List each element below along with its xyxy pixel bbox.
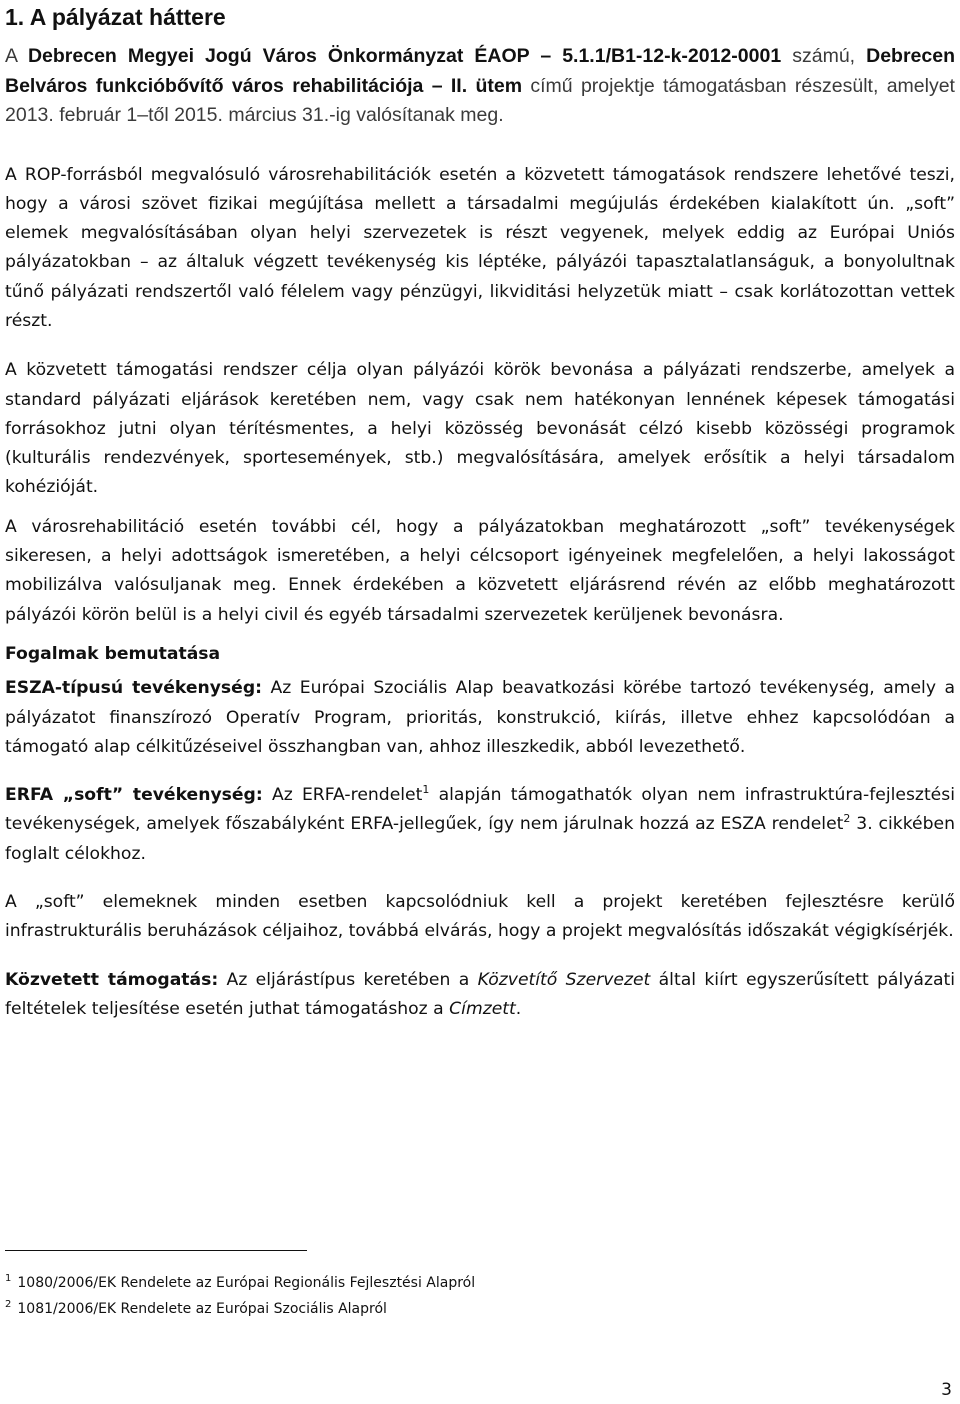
definition-indirect-term: Közvetett támogatás: bbox=[5, 969, 219, 990]
intro-text-c: számú, bbox=[781, 45, 867, 67]
intro-text-a: A bbox=[5, 45, 28, 67]
definition-indirect-i2: Címzett bbox=[449, 998, 516, 1019]
intro-paragraph bbox=[5, 42, 955, 131]
intro-bold-applicant: Debrecen Megyei Jogú Város Önkormányzat ÉAOP – 5.1.1/B1-12-k-2012-0001 bbox=[27, 45, 782, 67]
paragraph-urban-rehab: A városrehabilitáció esetén további cél, hogy a pályázatokban meghatározott „soft” tevékenységek sikeresen, a helyi adottságok ismeretében, a helyi célcsoport igényeinek megfelelően, a helyi lakosságot mobilizálva valósuljanak meg. Ennek érdekében a közvetett eljárásrend révén az előbb meghatározott pályázói körön belül is a helyi civil és egyéb társadalmi szervezetek kerüljenek bevonásra. bbox=[5, 516, 955, 625]
definition-erfa-text2: alapján támogathatók olyan nem infrastruktúra-fejlesztési tevékenységek, amelyek főszabályként ERFA-jellegűek, így nem járulnak hozzá az ESZA rendelet bbox=[5, 785, 955, 835]
definition-erfa-text1: Az ERFA-rendelet bbox=[262, 785, 423, 806]
definition-indirect-t1: Az eljárástípus keretében a bbox=[218, 969, 478, 990]
definition-esza bbox=[5, 674, 955, 762]
intro-bold-project: Debrecen Belváros funkcióbővítő város rehabilitációja – II. ütem bbox=[5, 45, 955, 97]
footnote-1 bbox=[5, 1270, 475, 1296]
footnote-ref-2[interactable]: 2 bbox=[843, 812, 851, 826]
definition-esza-text: Az Európai Szociális Alap beavatkozási körébe tartozó tevékenység, amely a pályázatot finanszírozó Operatív Program, prioritás, konstrukció, kiírás, illetve ehhez kapcsolódóan a támogató alap célkitűzéseivel összhangban van, ahhoz illeszkedik, abból levezethető. bbox=[5, 678, 956, 757]
definition-indirect-t2: által kiírt egyszerűsített pályázati feltételek teljesítése esetén juthat támogatáshoz a bbox=[5, 969, 956, 1019]
footnote-ref-1[interactable]: 1 bbox=[422, 783, 430, 797]
concepts-heading: Fogalmak bemutatása bbox=[5, 643, 221, 664]
paragraph-rop: A ROP-forrásból megvalósuló városrehabilitációk esetén a közvetett támogatások rendszere lehetővé teszi, hogy a városi szövet fizikai megújítása mellett a társadalmi megújulás érdekében kialakított ún. „soft” elemek megvalósításában olyan helyi szervezetek is részt vegyenek, melyek eddig az Európai Uniós pályázatokban – az általuk végzett tevékenység kis léptéke, pályázói tapasztalatlanságuk, a bonyolultnak tűnő pályázati rendszertől való félelem vagy pénzügyi, likviditási helyzetük miatt – csak korlátozottan vettek részt. bbox=[5, 164, 955, 331]
footnote-1-text: 1080/2006/EK Rendelete az Európai Regionális Fejlesztési Alapról bbox=[17, 1275, 476, 1291]
definition-erfa bbox=[5, 781, 955, 869]
definition-indirect-t3: . bbox=[515, 998, 522, 1019]
footnote-2-number: 2 bbox=[5, 1299, 12, 1310]
footnotes bbox=[5, 1270, 475, 1322]
definition-esza-term: ESZA-típusú tevékenység: bbox=[5, 678, 262, 699]
page-number: 3 bbox=[941, 1380, 952, 1400]
definition-indirect-support bbox=[5, 966, 955, 1025]
definition-erfa-term: ERFA „soft” tevékenység: bbox=[5, 785, 263, 806]
footnote-2 bbox=[5, 1296, 475, 1322]
paragraph-indirect-system: A közvetett támogatási rendszer célja olyan pályázói körök bevonása a pályázati rendszerbe, amelyek a standard pályázati eljárások keretében nem, vagy csak nem hatékonyan lennének képesek támogatási forrásokhoz jutni olyan térítésmentes, a helyi közösség bevonását célzó kisebb közösségi programok (kulturális rendezvények, sportesemények, stb.) megvalósítására, amelyek erősítik a helyi társadalom kohézióját. bbox=[5, 360, 955, 498]
footnote-2-text: 1081/2006/EK Rendelete az Európai Szociális Alapról bbox=[17, 1301, 387, 1317]
footnote-1-number: 1 bbox=[5, 1273, 12, 1284]
definition-indirect-i1: Közvetítő Szervezet bbox=[477, 969, 651, 990]
definition-erfa-text3: 3. cikkében foglalt célokhoz. bbox=[5, 814, 955, 864]
footnote-separator bbox=[5, 1250, 307, 1251]
section-heading: 1. A pályázat háttere bbox=[5, 4, 226, 30]
paragraph-soft-elements: A „soft” elemeknek minden esetben kapcsolódniuk kell a projekt keretében fejlesztésre kerülő infrastrukturális beruházások céljaihoz, továbbá elvárás, hogy a projekt megvalósítás időszakát végigkísérjék. bbox=[5, 892, 955, 942]
intro-text-d: című projektje támogatásban részesült, amelyet 2013. február 1–től 2015. március 31.-ig valósítanak meg. bbox=[5, 74, 955, 126]
document-page bbox=[5, 0, 955, 1024]
